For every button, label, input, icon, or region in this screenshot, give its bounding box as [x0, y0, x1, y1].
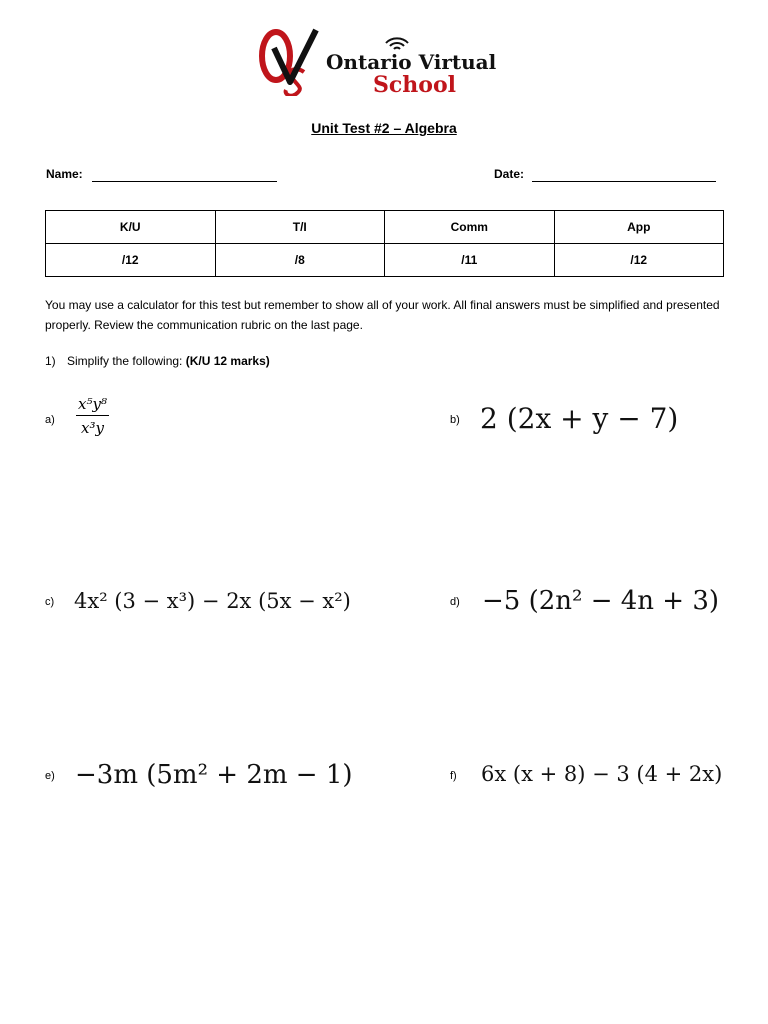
- table-header-cell: T/I: [215, 211, 385, 244]
- part-label-a: a): [45, 414, 55, 426]
- part-label-d: d): [450, 596, 460, 608]
- table-cell: /11: [385, 244, 555, 277]
- table-cell: /12: [554, 244, 724, 277]
- question-1: [45, 354, 270, 368]
- page-title: Unit Test #2 – Algebra: [311, 120, 457, 136]
- expression-f: 6x (x + 8) − 3 (4 + 2x): [481, 762, 723, 786]
- table-row: [46, 244, 724, 277]
- question-number: 1): [45, 354, 56, 368]
- table-header-cell: K/U: [46, 211, 216, 244]
- table-cell: /12: [46, 244, 216, 277]
- marks-table: [45, 210, 724, 277]
- part-label-c: c): [45, 596, 55, 608]
- expression-b: 2 (2x + y − 7): [480, 402, 679, 435]
- expression-c: 4x² (3 − x³) − 2x (5x − x²): [74, 589, 351, 613]
- date-label: Date:: [494, 167, 525, 181]
- part-label-e: e): [45, 770, 55, 782]
- instructions-text: You may use a calculator for this test but remember to show all of your work. All final answers must be simplified and presented properly. Review the communication rubric on the last page.: [45, 298, 720, 332]
- wifi-icon: [384, 35, 410, 51]
- date-field[interactable]: [532, 181, 716, 182]
- name-field[interactable]: [92, 181, 277, 182]
- part-label-b: b): [450, 414, 460, 426]
- expression-d: −5 (2n² − 4n + 3): [482, 586, 720, 616]
- table-header-row: [46, 211, 724, 244]
- logo-text-line1: Ontario Virtual: [326, 50, 497, 74]
- expression-a: [76, 395, 109, 437]
- fraction-denominator: x³y: [81, 419, 104, 437]
- ovs-monogram-icon: [256, 26, 326, 96]
- table-header-cell: App: [554, 211, 724, 244]
- logo-text-line2: School: [373, 72, 456, 98]
- fraction-numerator: x⁵y⁸: [78, 395, 107, 413]
- table-cell: /8: [215, 244, 385, 277]
- school-logo: [256, 26, 506, 96]
- question-text: Simplify the following:: [67, 354, 186, 368]
- table-header-cell: Comm: [385, 211, 555, 244]
- question-marks: (K/U 12 marks): [185, 354, 270, 368]
- part-label-f: f): [450, 770, 457, 782]
- expression-e: −3m (5m² + 2m − 1): [75, 760, 353, 790]
- name-label: Name:: [46, 167, 83, 181]
